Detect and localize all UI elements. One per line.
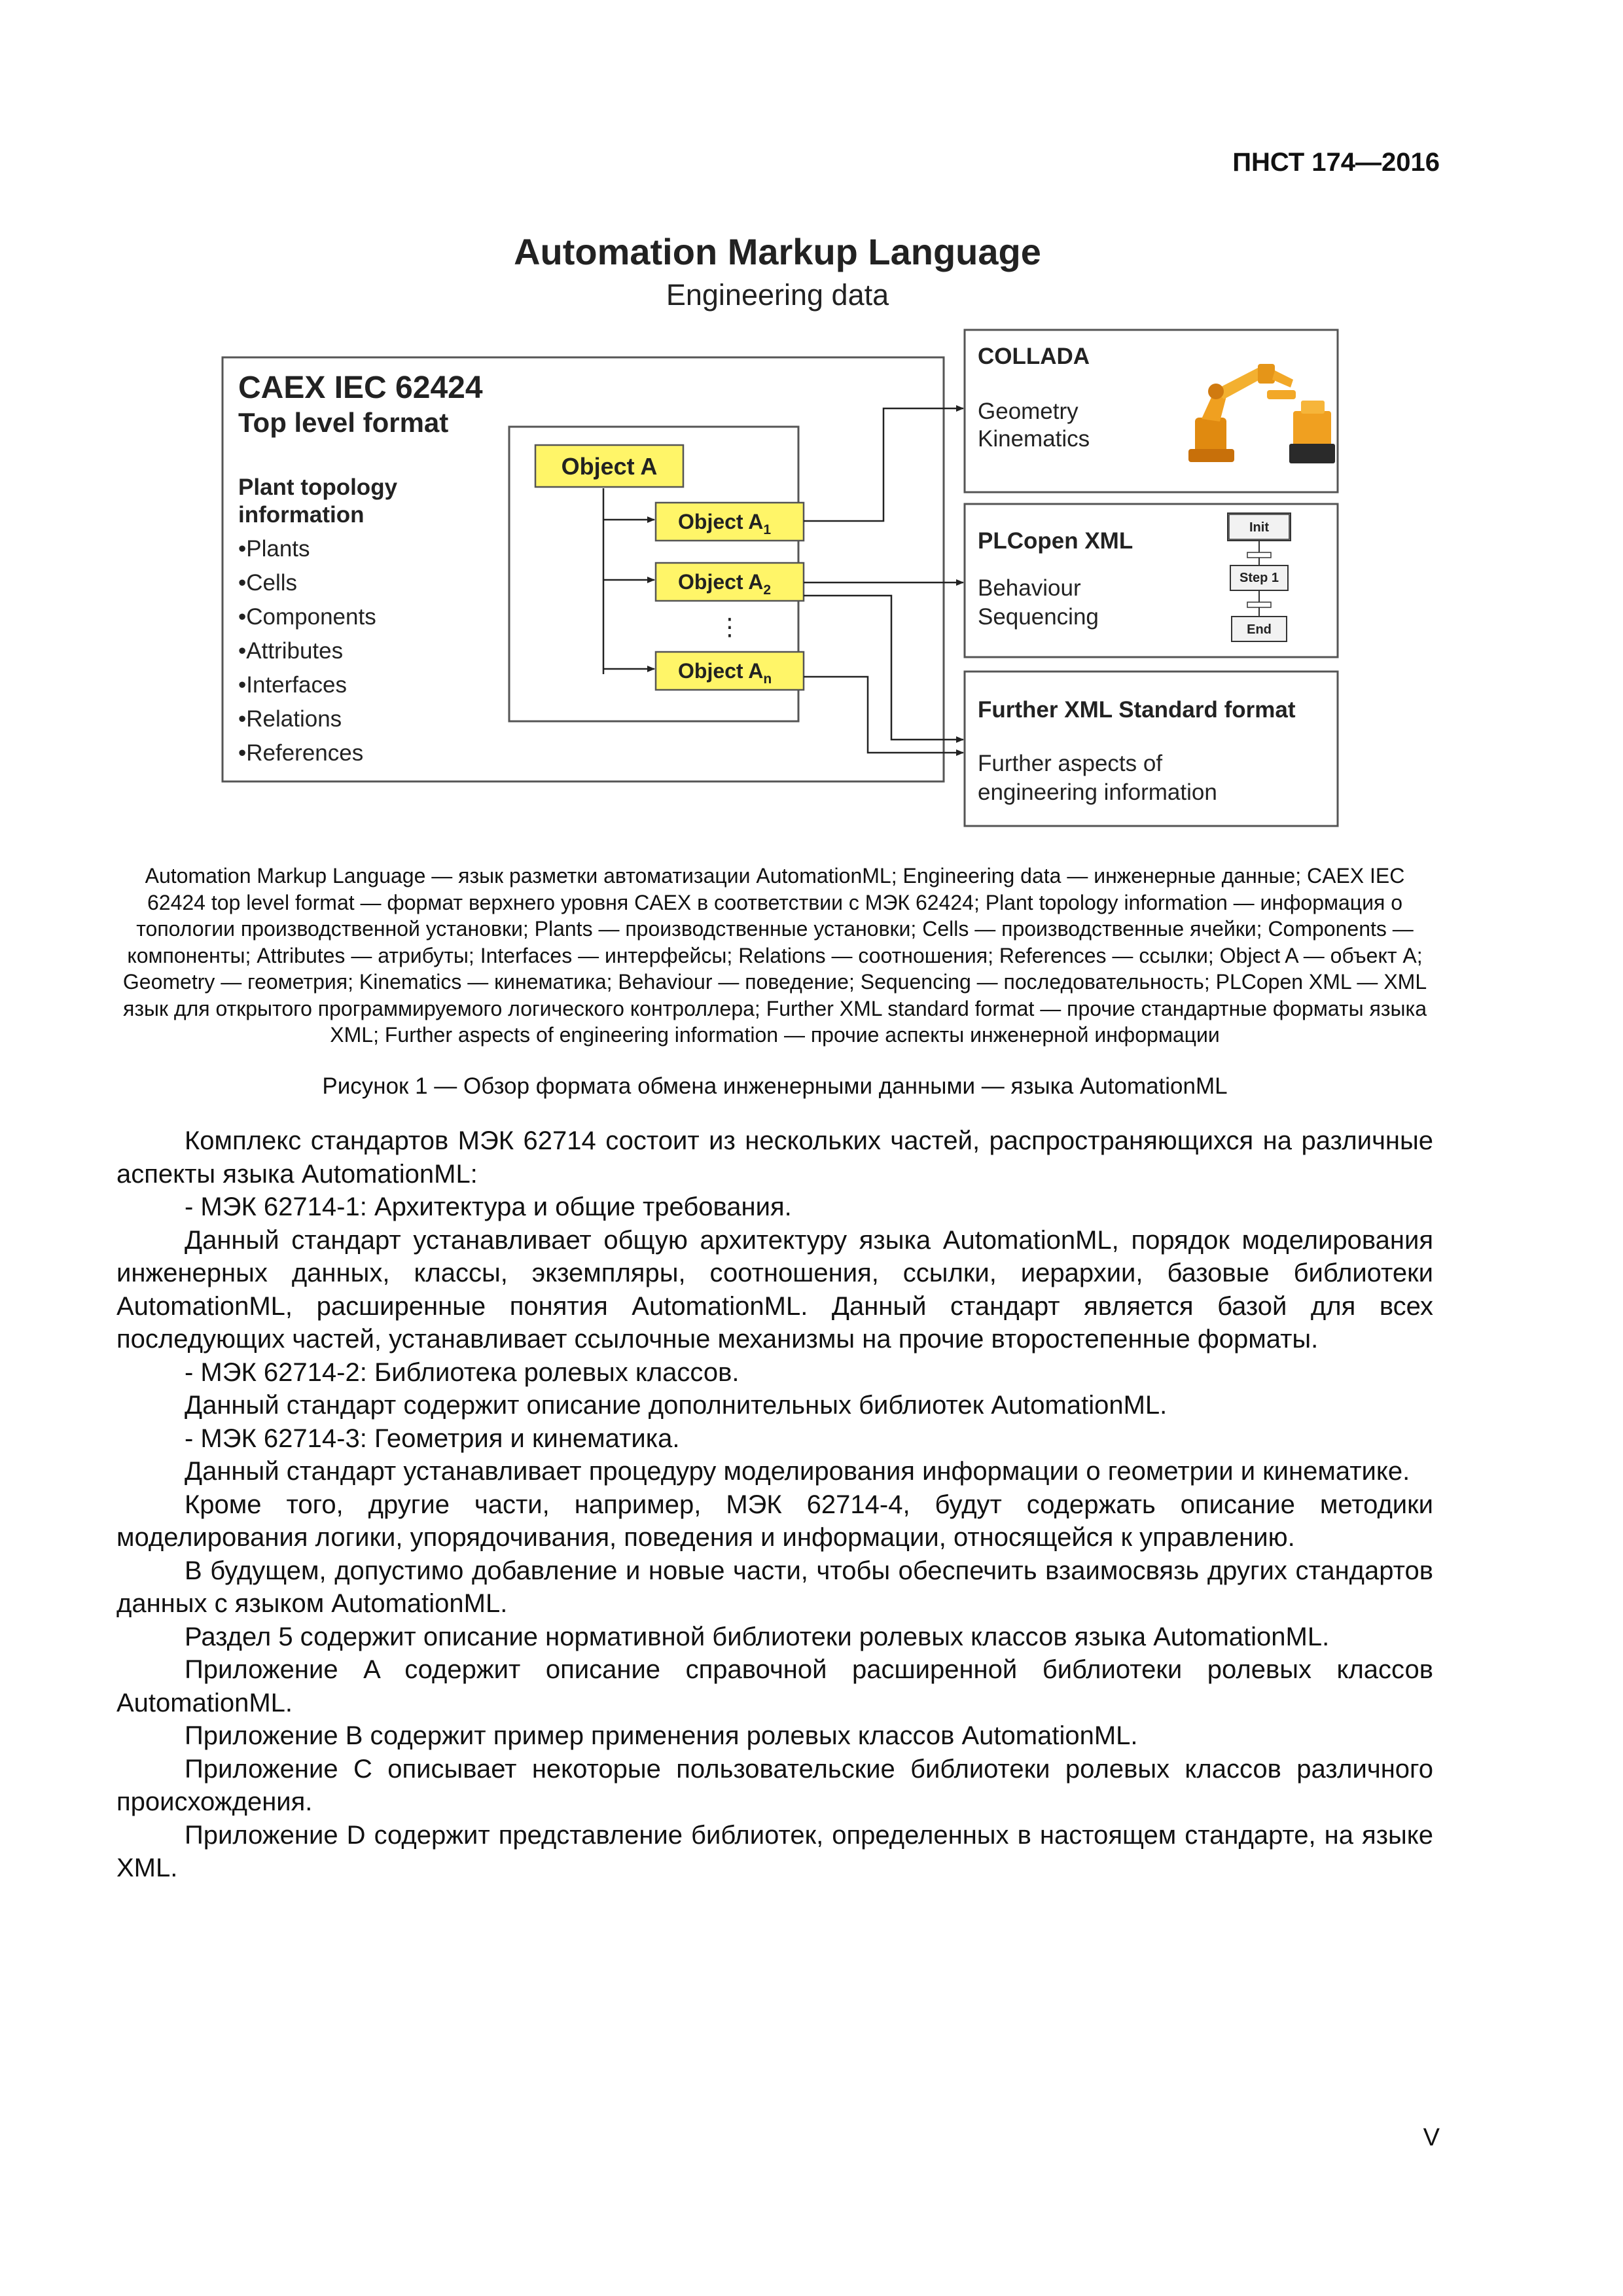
paragraph: Приложение A содержит описание справочной расширенной библиотеки ролевых классов AutomationML. xyxy=(116,1655,1433,1717)
plcopen-sequencing: Sequencing xyxy=(978,604,1099,630)
paragraph: Раздел 5 содержит описание нормативной библиотеки ролевых классов языка AutomationML. xyxy=(185,1622,1330,1651)
further-heading: Further XML Standard format xyxy=(978,697,1296,723)
object-an-label: Object A xyxy=(678,659,764,683)
paragraph: Приложение B содержит пример применения ролевых классов AutomationML. xyxy=(185,1721,1138,1750)
bullet-attributes: •Attributes xyxy=(238,638,344,664)
topology-heading-2: information xyxy=(238,502,365,528)
topology-heading: Plant topology xyxy=(238,475,398,500)
caex-heading: CAEX IEC 62424 xyxy=(238,370,483,405)
bullet-components: •Components xyxy=(238,604,376,630)
bullet-plants: •Plants xyxy=(238,536,310,562)
plcopen-behaviour: Behaviour xyxy=(978,575,1081,601)
object-a2-label: Object A xyxy=(678,570,764,594)
paragraph: Данный стандарт устанавливает процедуру моделирования информации о геометрии и кинематике. xyxy=(185,1457,1410,1486)
object-a1-label: Object A xyxy=(678,510,764,533)
object-a-label: Object A xyxy=(561,453,658,480)
further-aspects: Further aspects of xyxy=(978,751,1163,776)
collada-heading: COLLADA xyxy=(978,344,1090,369)
collada-kinematics: Kinematics xyxy=(978,426,1090,452)
svg-text:Object An xyxy=(678,659,772,687)
object-a2-subscript: 2 xyxy=(763,583,772,598)
paragraph: Приложение D содержит представление библиотек, определенных в настоящем стандарте, на языке XML. xyxy=(116,1820,1433,1882)
object-a1-box xyxy=(656,503,804,541)
diagram-title: Automation Markup Language xyxy=(514,236,1041,272)
flow-init-label: Init xyxy=(1249,520,1269,535)
flow-step-label: Step 1 xyxy=(1239,571,1279,585)
sequence-flow-icon xyxy=(1228,513,1291,641)
paragraph: - МЭК 62714-2: Библиотека ролевых классов. xyxy=(185,1357,740,1387)
svg-text:Object A2 xyxy=(678,570,771,598)
paragraph: В будущем, допустимо добавление и новые части, чтобы обеспечить взаимосвязь других стандартов данных с языком AutomationML. xyxy=(116,1556,1433,1618)
automationml-overview-diagram xyxy=(220,236,1342,831)
object-an-subscript: n xyxy=(763,672,772,687)
paragraph: Приложение C описывает некоторые пользовательские библиотеки ролевых классов различного происхождения. xyxy=(116,1754,1433,1816)
paragraph: - МЭК 62714-3: Геометрия и кинематика. xyxy=(185,1424,680,1453)
paragraph: Данный стандарт устанавливает общую архитектуру языка AutomationML, порядок моделирования инженерных данных, классы, экземпляры, соотношения, ссылки, иерархии, базовые библиотеки AutomationML, расширенные понятия AutomationML. Данный стандарт является базой для всех последующих частей, устанавливает ссылочные механизмы на прочие второстепенные форматы. xyxy=(116,1225,1433,1354)
body-text xyxy=(116,1124,1433,1885)
object-a2-box xyxy=(656,563,804,601)
object-ellipsis: ⋮ xyxy=(718,613,741,640)
bullet-relations: •Relations xyxy=(238,706,342,732)
object-a-box xyxy=(535,445,683,487)
figure-caption: Рисунок 1 — Обзор формата обмена инженерными данными — языка AutomationML xyxy=(322,1073,1228,1099)
bullet-references: •References xyxy=(238,740,364,766)
further-engineering: engineering information xyxy=(978,780,1217,805)
document-designation: ПНСТ 174—2016 xyxy=(1232,148,1440,177)
paragraph: Кроме того, другие части, например, МЭК 62714-4, будут содержать описание методики моделирования логики, упорядочивания, поведения и информации, относящейся к управлению. xyxy=(116,1490,1433,1552)
page-number: V xyxy=(1423,2124,1440,2151)
object-an-box xyxy=(656,652,804,690)
bullet-interfaces: •Interfaces xyxy=(238,672,347,698)
paragraph: - МЭК 62714-1: Архитектура и общие требования. xyxy=(185,1193,792,1221)
diagram-subtitle: Engineering data xyxy=(666,278,889,312)
caex-subheading: Top level format xyxy=(238,407,449,438)
figure-legend: Automation Markup Language — язык разметки автоматизации AutomationML; Engineering data — инженерные данные; CAEX IEC 62424 top level format — формат верхнего уровня CAEX в соответствии с МЭК 62424; Plant topology information — информация о топологии производственной установки; Plants — производственные установки; Cells — производственные ячейки; Components — компоненты; Attributes — атрибуты; Interfaces — интерфейсы; Relations — соотношения; References — ссылки; Object A — объект А; Geometry — геометрия; Kinematics — кинематика; Behaviour — поведение; Sequencing — последовательность; PLCopen XML — XML язык для открытого программируемого логического контроллера; Further XML standard format — прочие стандартные форматы языка XML; Further aspects of engineering information — прочие аспекты инженерной информации xyxy=(122,864,1427,1047)
collada-geometry: Geometry xyxy=(978,399,1079,424)
flow-end-label: End xyxy=(1247,622,1272,637)
paragraph: Комплекс стандартов МЭК 62714 состоит из нескольких частей, распространяющихся на различные аспекты языка AutomationML: xyxy=(116,1126,1433,1189)
paragraph: Данный стандарт содержит описание дополнительных библиотек AutomationML. xyxy=(185,1391,1168,1420)
bullet-cells: •Cells xyxy=(238,570,298,596)
plcopen-heading: PLCopen XML xyxy=(978,528,1133,554)
object-a1-subscript: 1 xyxy=(763,522,772,537)
svg-text:Object A1 xyxy=(678,510,771,537)
